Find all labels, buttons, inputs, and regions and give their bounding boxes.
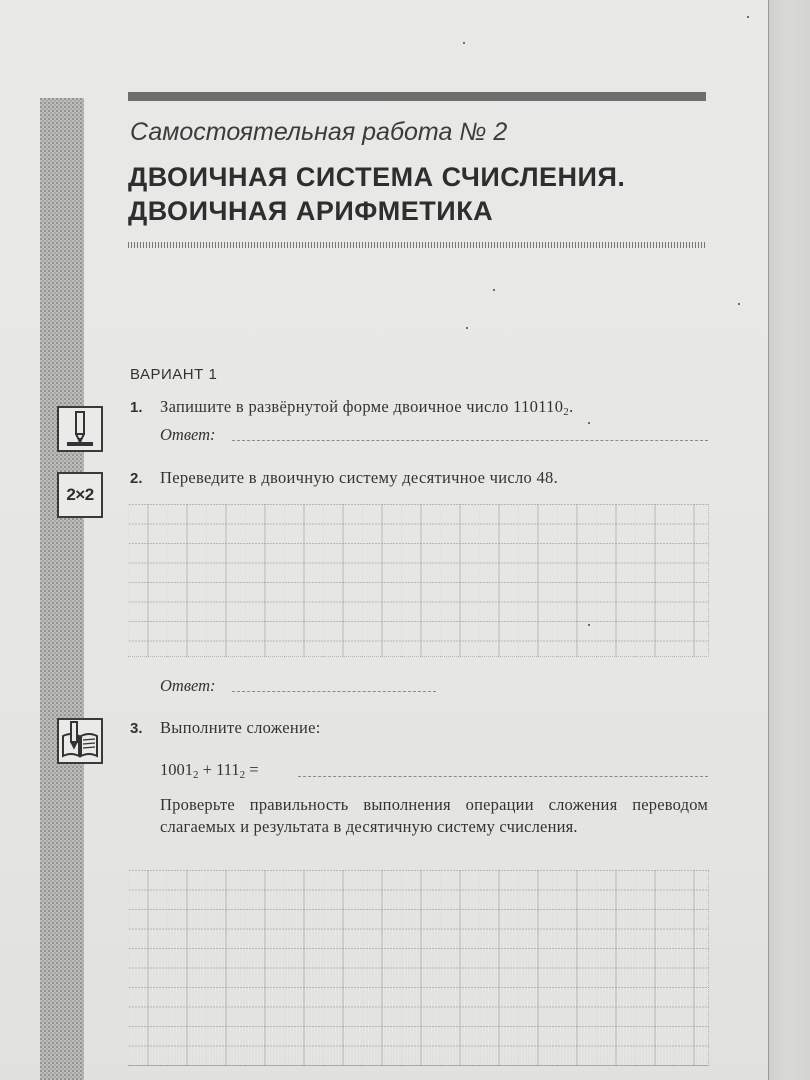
2x2-icon: 2×2 [57,472,103,518]
task-1-prompt: Запишите в развёрнутой форме двоичное число [160,397,509,416]
title-line-1: ДВОИЧНАЯ СИСТЕМА СЧИСЛЕНИЯ. [128,162,626,192]
task-3-operand-1: 1001 [160,760,193,779]
title-line-2: ДВОИЧНАЯ АРИФМЕТИКА [128,196,494,226]
task-3-operand-2-base: 2 [239,769,246,781]
paper-speck [493,289,495,291]
task-1-answer-label: Ответ: [160,425,216,444]
task-3-text: Выполните сложение: [160,718,321,737]
pencil-writing-icon [57,406,103,452]
task-3-operand-2: 111 [216,760,240,779]
task-1-answer-line[interactable] [232,440,708,441]
task-2-text: Переведите в двоичную систему десятичное число 48. [160,468,559,487]
title-dotted-rule [128,242,706,248]
task-3-plus-sign: + [198,760,217,779]
paper-speck [463,42,465,44]
task-2-grid-workspace[interactable] [128,504,709,657]
task-2-number: 2. [130,470,143,487]
task-3-instruction: Проверьте правильность выполнения операции сложения переводом слагаемых и результата в десятичную систему счисления. [160,795,708,836]
paper-speck [738,303,740,305]
decorative-side-strip [40,98,84,1080]
task-2-answer-label: Ответ: [160,676,216,695]
paper-speck [466,327,468,329]
task-3-operand-1-base: 2 [193,769,199,781]
worksheet-title [128,160,728,228]
paper-speck [588,422,590,424]
paper-speck [588,624,590,626]
task-3-answer-line[interactable] [298,776,708,777]
task-1-text [160,397,574,418]
paper-speck [747,16,749,18]
task-1-period: . [569,397,574,416]
task-3-number: 3. [130,720,143,737]
page-edge [768,0,810,1080]
task-2-answer-line[interactable] [232,691,436,692]
task-3-equation [160,760,259,781]
worksheet-subtitle: Самостоятельная работа № 2 [130,118,508,146]
task-3-equals-sign: = [245,760,259,779]
task-1-binary-number: 110110 [513,397,564,416]
task-1-number: 1. [130,399,143,416]
header-rule [128,92,706,101]
book-pencil-icon [57,718,103,764]
task-1-base: 2 [563,406,570,418]
task-3-grid-workspace[interactable] [128,870,709,1066]
variant-label: ВАРИАНТ 1 [130,366,218,383]
